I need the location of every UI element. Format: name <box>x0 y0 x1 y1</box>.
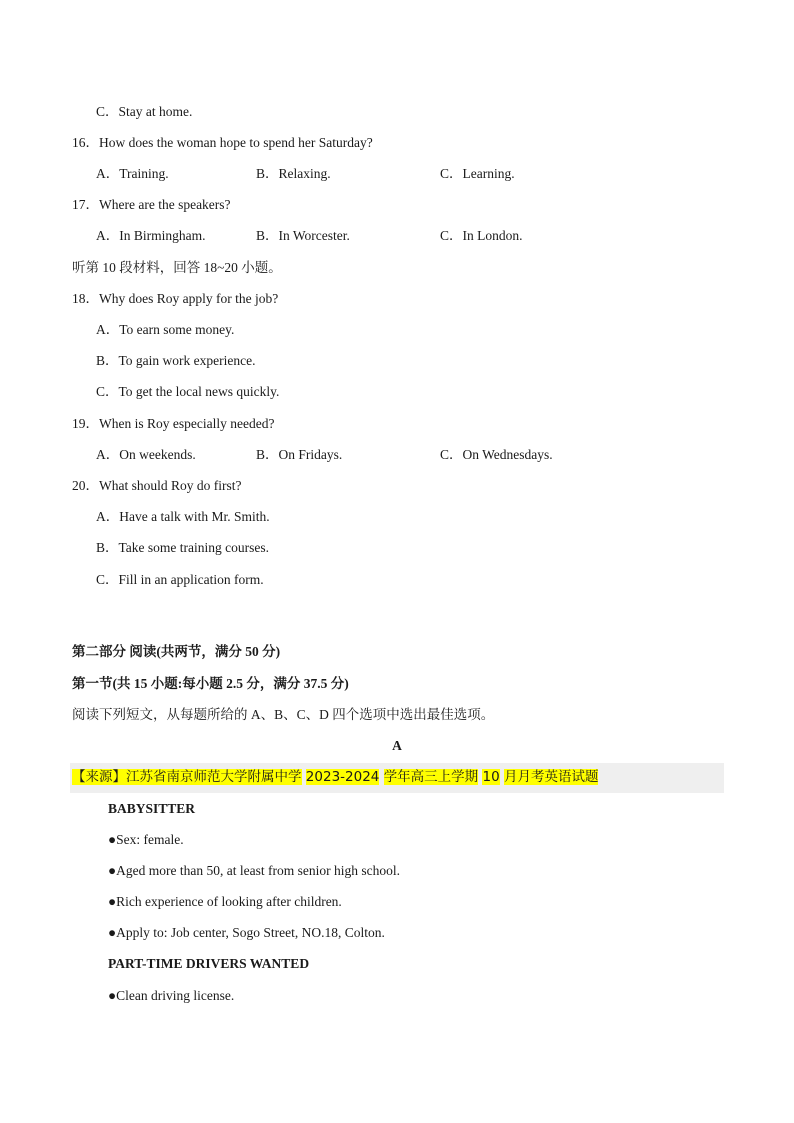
source-month: 10 <box>482 769 500 785</box>
q18-option-c: C．To get the local news quickly. <box>96 384 280 399</box>
q19-stem: 19．When is Roy especially needed? <box>72 416 275 431</box>
q15-option-c: C．Stay at home. <box>96 104 193 119</box>
source-bracket: 【来源】 <box>72 769 126 785</box>
q19-option-a: A．On weekends. <box>96 447 196 462</box>
q18-option-b: B．To gain work experience. <box>96 353 256 368</box>
ad-drivers-item: ●Clean driving license. <box>108 988 235 1003</box>
section-one-title: 第一节(共 15 小题:每小题 2.5 分，满分 37.5 分) <box>72 676 349 691</box>
q16-stem: 16．How does the woman hope to spend her Saturday? <box>72 135 373 150</box>
q16-option-a: A．Training. <box>96 166 169 181</box>
q20-stem: 20．What should Roy do first? <box>72 478 242 493</box>
q20-option-c: C．Fill in an application form. <box>96 572 264 587</box>
source-years: 2023-2024 <box>305 769 380 785</box>
q17-stem: 17．Where are the speakers? <box>72 197 231 212</box>
ad-drivers-title: PART-TIME DRIVERS WANTED <box>108 956 310 971</box>
q16-option-b: B．Relaxing. <box>256 166 331 181</box>
q17-option-b: B．In Worcester. <box>256 228 350 243</box>
source-term: 学年高三上学期 <box>383 769 479 785</box>
q19-option-b: B．On Fridays. <box>256 447 343 462</box>
q18-option-a: A．To earn some money. <box>96 322 235 337</box>
section-10-instruction: 听第 10 段材料，回答 18~20 小题。 <box>72 260 282 275</box>
ad-babysitter-item: ●Apply to: Job center, Sogo Street, NO.18, Colton. <box>108 925 385 940</box>
source-line <box>72 768 598 786</box>
ad-babysitter-title: BABYSITTER <box>108 801 196 816</box>
q16-option-c: C．Learning. <box>440 166 515 181</box>
ad-babysitter-item: ●Sex: female. <box>108 832 184 847</box>
q20-option-b: B．Take some training courses. <box>96 540 270 555</box>
passage-label: A <box>392 738 402 753</box>
ad-babysitter-item: ●Aged more than 50, at least from senior high school. <box>108 863 400 878</box>
ad-babysitter-item: ●Rich experience of looking after children. <box>108 894 342 909</box>
q18-stem: 18．Why does Roy apply for the job? <box>72 291 279 306</box>
part-two-title: 第二部分 阅读(共两节，满分 50 分) <box>72 644 281 659</box>
source-school: 江苏省南京师范大学附属中学 <box>126 769 302 785</box>
source-exam: 月月考英语试题 <box>503 769 599 785</box>
q20-option-a: A．Have a talk with Mr. Smith. <box>96 509 270 524</box>
reading-instruction: 阅读下列短文，从每题所给的 A、B、C、D 四个选项中选出最佳选项。 <box>72 707 495 722</box>
q17-option-a: A．In Birmingham. <box>96 228 206 243</box>
q17-option-c: C．In London. <box>440 228 523 243</box>
q19-option-c: C．On Wednesdays. <box>440 447 553 462</box>
